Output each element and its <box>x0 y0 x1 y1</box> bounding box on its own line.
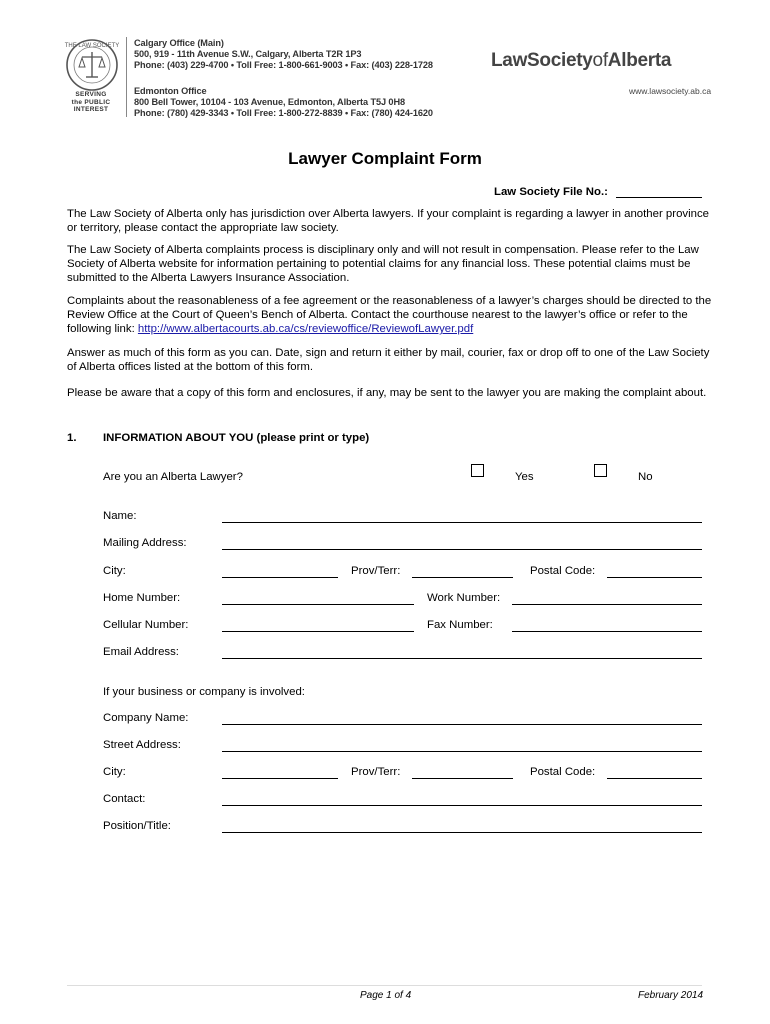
work-number-field[interactable] <box>512 604 702 605</box>
street-address-label: Street Address: <box>103 739 181 751</box>
brand-wordmark <box>491 50 671 72</box>
revision-date: February 2014 <box>638 990 704 1001</box>
paragraph-instructions: Answer as much of this form as you can. Date, sign and return it either by mail, courier, fax or drop off to one of the Law Society of Alberta offices listed at the bottom of this form. <box>67 347 710 374</box>
law-society-seal-logo <box>62 37 122 93</box>
calgary-office-title: Calgary Office (Main) <box>134 38 224 48</box>
yes-label: Yes <box>515 471 534 483</box>
company-name-label: Company Name: <box>103 712 189 724</box>
file-no-label: Law Society File No.: <box>494 186 608 198</box>
edmonton-office-title: Edmonton Office <box>134 86 207 96</box>
website-url[interactable]: www.lawsociety.ab.ca <box>629 86 712 96</box>
fax-number-field[interactable] <box>512 631 702 632</box>
edmonton-office-address: 800 Bell Tower, 10104 - 103 Avenue, Edmonton, Alberta T5J 0H8 <box>134 97 405 107</box>
postal-code-field[interactable] <box>607 577 702 578</box>
position-title-label: Position/Title: <box>103 820 171 832</box>
paragraph-review-office <box>67 294 717 337</box>
header-divider <box>126 37 127 117</box>
calgary-office-address: 500, 919 - 11th Avenue S.W., Calgary, Alberta T2R 1P3 <box>134 49 362 59</box>
company-postal-code-field[interactable] <box>607 778 702 779</box>
no-label: No <box>638 471 653 483</box>
edmonton-office-block <box>134 86 474 119</box>
calgary-office-phones: Phone: (403) 229-4700 • Toll Free: 1-800-661-9003 • Fax: (403) 228-1728 <box>134 60 433 70</box>
brand-part-lawsociety: LawSociety <box>491 50 593 71</box>
mailing-address-field[interactable] <box>222 549 702 550</box>
city-field[interactable] <box>222 577 338 578</box>
company-city-field[interactable] <box>222 778 338 779</box>
review-office-link[interactable]: http://www.albertacourts.ab.ca/cs/reviewoffice/ReviewofLawyer.pdf <box>137 323 474 336</box>
contact-field[interactable] <box>222 805 702 806</box>
prov-label: Prov/Terr: <box>351 565 401 577</box>
mailing-address-label: Mailing Address: <box>103 537 187 549</box>
seal-text-serving: SERVING <box>75 91 107 98</box>
company-name-field[interactable] <box>222 724 702 725</box>
cellular-number-field[interactable] <box>222 631 414 632</box>
street-address-field[interactable] <box>222 751 702 752</box>
business-intro: If your business or company is involved: <box>103 686 305 698</box>
svg-text:THE LAW SOCIETY: THE LAW SOCIETY <box>64 43 120 49</box>
edmonton-office-phones: Phone: (780) 429-3343 • Toll Free: 1-800-272-8839 • Fax: (780) 424-1620 <box>134 108 433 118</box>
cellular-number-label: Cellular Number: <box>103 619 189 631</box>
calgary-office-block <box>134 38 474 71</box>
yes-checkbox[interactable] <box>471 464 484 477</box>
no-checkbox[interactable] <box>594 464 607 477</box>
file-no-field[interactable] <box>616 197 702 198</box>
footer-rule <box>67 985 702 986</box>
form-title: Lawyer Complaint Form <box>288 149 482 168</box>
work-number-label: Work Number: <box>427 592 501 604</box>
review-office-text: Complaints about the reasonableness of a fee agreement or the reasonableness of a lawyer’s charges should be directed to the Review Office at the Court of Queen’s Bench of Alberta. Contact the courthouse nearest to the lawyer’s office or refer to the following link: <box>67 295 712 336</box>
company-prov-field[interactable] <box>412 778 513 779</box>
city-label: City: <box>103 565 126 577</box>
seal-text-interest: INTEREST <box>73 106 109 113</box>
paragraph-jurisdiction: The Law Society of Alberta only has jurisdiction over Alberta lawyers. If your complaint is regarding a lawyer in another province or territory, please contact the appropriate law society. <box>67 208 709 235</box>
seal-text-public: the PUBLIC <box>71 98 111 106</box>
page-number: Page 1 of 4 <box>360 990 412 1001</box>
home-number-field[interactable] <box>222 604 414 605</box>
postal-code-label: Postal Code: <box>530 565 596 577</box>
prov-field[interactable] <box>412 577 513 578</box>
company-prov-label: Prov/Terr: <box>351 766 401 778</box>
email-address-label: Email Address: <box>103 646 179 658</box>
email-address-field[interactable] <box>222 658 702 659</box>
company-city-label: City: <box>103 766 126 778</box>
name-field[interactable] <box>222 522 702 523</box>
position-title-field[interactable] <box>222 832 702 833</box>
section-number: 1. <box>67 432 77 444</box>
home-number-label: Home Number: <box>103 592 181 604</box>
name-label: Name: <box>103 510 137 522</box>
contact-label: Contact: <box>103 793 146 805</box>
brand-part-alberta: Alberta <box>607 50 672 71</box>
paragraph-compensation: The Law Society of Alberta complaints process is disciplinary only and will not result in compensation. Please refer to the Law Society of Alberta website for information pertaining to potential claims for any financial loss. These potential claims must be submitted to the Alberta Lawyers Insurance Association. <box>67 244 699 285</box>
brand-part-of: of <box>592 50 608 71</box>
section-title: INFORMATION ABOUT YOU (please print or type) <box>103 432 370 444</box>
alberta-lawyer-question: Are you an Alberta Lawyer? <box>103 471 243 483</box>
company-postal-code-label: Postal Code: <box>530 766 596 778</box>
fax-number-label: Fax Number: <box>427 619 493 631</box>
paragraph-disclosure: Please be aware that a copy of this form and enclosures, if any, may be sent to the lawyer you are making the complaint about. <box>67 387 707 399</box>
